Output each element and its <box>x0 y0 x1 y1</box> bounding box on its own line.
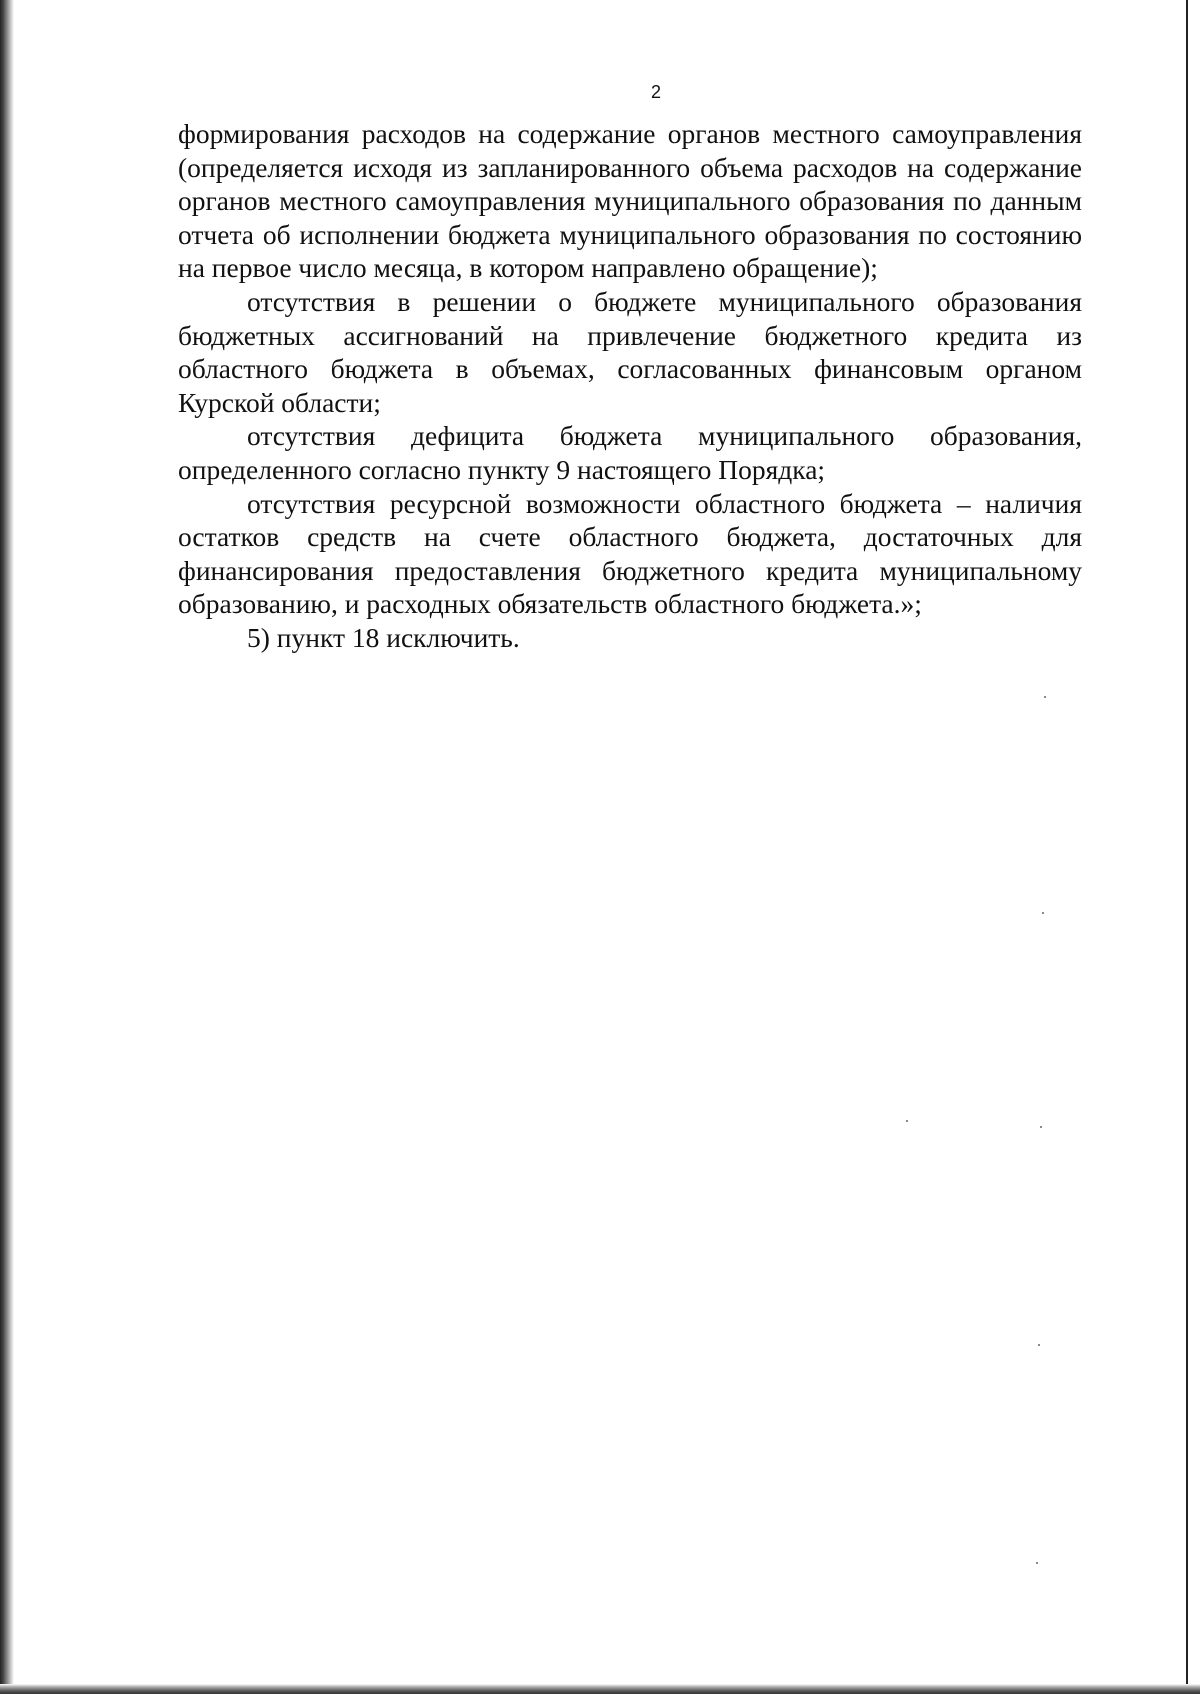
scan-shadow-left <box>0 0 14 1694</box>
paragraph-resource-capacity: отсутствия ресурсной возможности областного бюджета – наличия остатков средств на счете областного бюджета, достаточных для финансирования предоставления бюджетного кредита муниципальному образованию, и расходных обязательств областного бюджета.»; <box>178 487 1082 620</box>
paragraph-budget-allocations: отсутствия в решении о бюджете муниципального образования бюджетных ассигнований на привлечение бюджетного кредита из областного бюджета в объемах, согласованных финансовым органом Курской области; <box>178 285 1082 418</box>
scan-speck <box>1040 1126 1042 1128</box>
document-body <box>178 117 1082 655</box>
scan-speck <box>1044 696 1046 698</box>
page-number: 2 <box>650 82 661 102</box>
scan-speck <box>906 1120 908 1122</box>
paragraph-item-18-excluded: 5) пункт 18 исключить. <box>247 621 520 653</box>
paragraph-expense-formation: формирования расходов на содержание органов местного самоуправления (определяется исходя из запланированного объема расходов на содержание органов местного самоуправления муниципального образования по данным отчета об исполнении бюджета муниципального образования по состоянию на первое число месяца, в котором направлено обращение); <box>178 118 1082 284</box>
paragraph-budget-deficit: отсутствия дефицита бюджета муниципального образования, определенного согласно пункту 9 настоящего Порядка; <box>178 420 1082 485</box>
scan-shadow-bottom <box>0 1684 1200 1694</box>
scan-speck <box>1042 912 1044 914</box>
scan-speck <box>1038 1344 1040 1346</box>
scan-border-right <box>1186 0 1188 1694</box>
scan-speck <box>1036 1562 1038 1564</box>
